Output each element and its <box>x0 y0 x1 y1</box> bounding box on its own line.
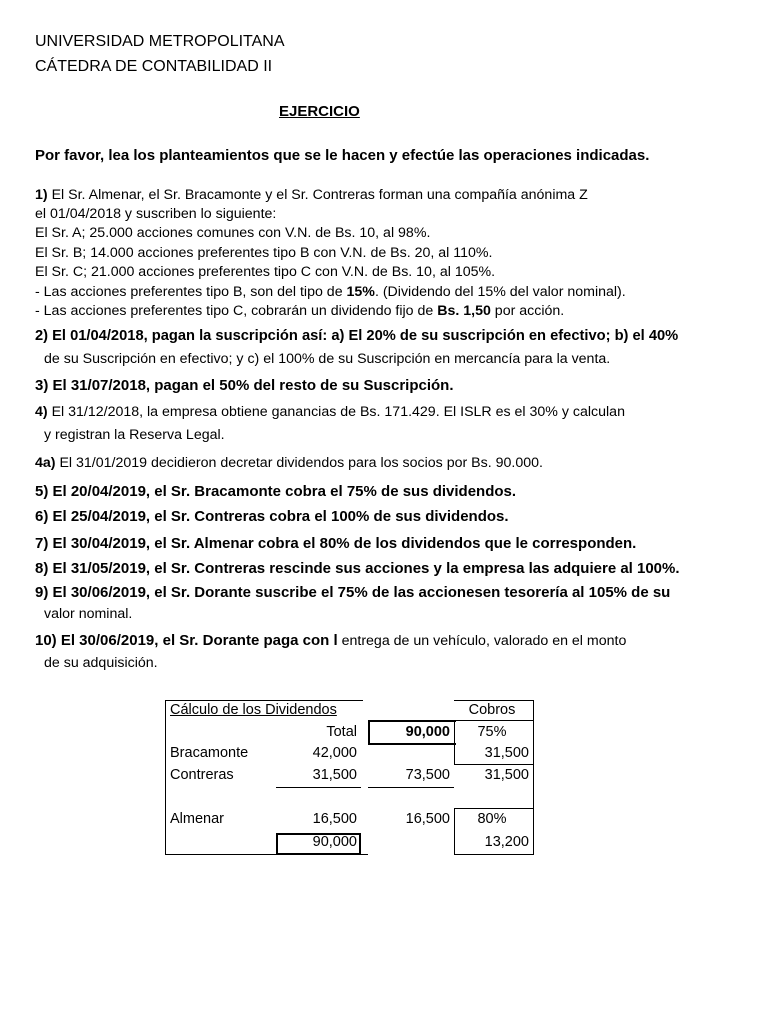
item-9-line-1: 9) El 30/06/2019, el Sr. Dorante suscribe el 75% de las accionesen tesorería al 105% de su <box>35 584 671 601</box>
total-box <box>276 853 361 855</box>
table-border <box>368 743 456 745</box>
item-1-line-7 <box>35 303 564 319</box>
item-8: 8) El 31/05/2019, el Sr. Contreras rescinde sus acciones y la empresa las adquiere al 100%. <box>35 560 680 577</box>
item-1-line-4: El Sr. B; 14.000 acciones preferentes tipo B con V.N. de Bs. 20, al 110%. <box>35 245 493 261</box>
table-border <box>454 808 534 809</box>
row-bracamonte-cobro: 31,500 <box>484 745 529 761</box>
text: - Las acciones preferentes tipo B, son del tipo de <box>35 284 347 300</box>
item-7: 7) El 30/04/2019, el Sr. Almenar cobra el 80% de los dividendos que le corresponden. <box>35 535 637 552</box>
item-1-line-5: El Sr. C; 21.000 acciones preferentes tipo C con V.N. de Bs. 10, al 105%. <box>35 264 496 280</box>
item-1-line-3: El Sr. A; 25.000 acciones comunes con V.N. de Bs. 10, al 98%. <box>35 225 431 241</box>
pct-80: 80% <box>477 811 507 827</box>
row-bracamonte-total: 42,000 <box>312 745 357 761</box>
table-border <box>165 700 166 855</box>
item-4-line-1 <box>35 404 625 420</box>
page-title: EJERCICIO <box>279 103 360 120</box>
item-1-line-2: el 01/04/2018 y suscriben lo siguiente: <box>35 206 277 222</box>
item-6: 6) El 25/04/2019, el Sr. Contreras cobra el 100% de sus dividendos. <box>35 508 509 525</box>
total-value: 90,000 <box>405 724 450 740</box>
item-4-text: El 31/12/2018, la empresa obtiene ganancias de Bs. 171.429. El ISLR es el 30% y calculan <box>47 404 625 420</box>
total-box <box>359 833 361 855</box>
total-label: Total <box>326 724 357 740</box>
item-4a-number: 4a) <box>35 455 56 471</box>
item-10-line-2: de su adquisición. <box>44 655 158 671</box>
text-bold: 15% <box>346 284 375 300</box>
item-10-line-1 <box>35 632 626 649</box>
item-1-number: 1) <box>35 187 48 203</box>
row-contreras-sum: 73,500 <box>405 767 450 783</box>
text: por acción. <box>490 303 565 319</box>
table-title: Cálculo de los Dividendos <box>170 702 337 718</box>
item-2-line-2: de su Suscripción en efectivo; y c) el 100% de su Suscripción en mercancía para la venta. <box>44 351 611 367</box>
item-4a <box>35 455 543 471</box>
item-2-line-1: 2) El 01/04/2018, pagan la suscripción así: a) El 20% de su suscripción en efectivo; b) el 40% <box>35 328 679 344</box>
row-contreras-total: 31,500 <box>312 767 357 783</box>
text: - Las acciones preferentes tipo C, cobrarán un dividendo fijo de <box>35 303 438 319</box>
item-1-line-1 <box>35 187 588 203</box>
table-border <box>454 700 534 701</box>
item-3: 3) El 31/07/2018, pagan el 50% del resto de su Suscripción. <box>35 377 454 394</box>
row-almenar-sum: 16,500 <box>405 811 450 827</box>
row-almenar-cobro: 13,200 <box>484 834 529 850</box>
chair-name: CÁTEDRA DE CONTABILIDAD II <box>35 58 273 75</box>
item-10-text: entrega de un vehículo, valorado en el monto <box>337 633 627 649</box>
item-9-line-2: valor nominal. <box>44 606 133 622</box>
dividend-table <box>165 700 535 860</box>
item-5: 5) El 20/04/2019, el Sr. Bracamonte cobra el 75% de sus dividendos. <box>35 483 517 500</box>
table-border <box>368 787 454 788</box>
instructions: Por favor, lea los planteamientos que se le hacen y efectúe las operaciones indicadas. <box>35 147 650 164</box>
item-1-line-6 <box>35 284 626 300</box>
item-10-bold: 10) El 30/06/2019, el Sr. Dorante paga con l <box>35 632 338 649</box>
university-name: UNIVERSIDAD METROPOLITANA <box>35 33 285 50</box>
table-border <box>454 720 534 721</box>
text-bold: Bs. 1,50 <box>437 303 491 319</box>
row-contreras-cobro: 31,500 <box>484 767 529 783</box>
cobros-header: Cobros <box>468 702 516 718</box>
table-border <box>454 764 534 765</box>
item-1-text: El Sr. Almenar, el Sr. Bracamonte y el Sr. Contreras forman una compañía anónima Z <box>47 187 588 203</box>
table-border <box>276 787 361 788</box>
table-border <box>368 720 456 722</box>
table-border <box>454 854 534 855</box>
item-4-line-2: y registran la Reserva Legal. <box>44 427 225 443</box>
pct-75: 75% <box>477 724 507 740</box>
row-almenar-label: Almenar <box>170 811 224 827</box>
row-almenar-total: 16,500 <box>312 811 357 827</box>
text: . (Dividendo del 15% del valor nominal). <box>374 284 626 300</box>
item-4-number: 4) <box>35 404 48 420</box>
item-4a-text: El 31/01/2019 decidieron decretar dividendos para los socios por Bs. 90.000. <box>55 455 543 471</box>
row-bracamonte-label: Bracamonte <box>170 745 249 761</box>
grand-total: 90,000 <box>312 834 357 850</box>
row-contreras-label: Contreras <box>170 767 234 783</box>
table-border <box>533 700 534 855</box>
table-border <box>165 700 363 701</box>
table-border <box>454 808 455 855</box>
